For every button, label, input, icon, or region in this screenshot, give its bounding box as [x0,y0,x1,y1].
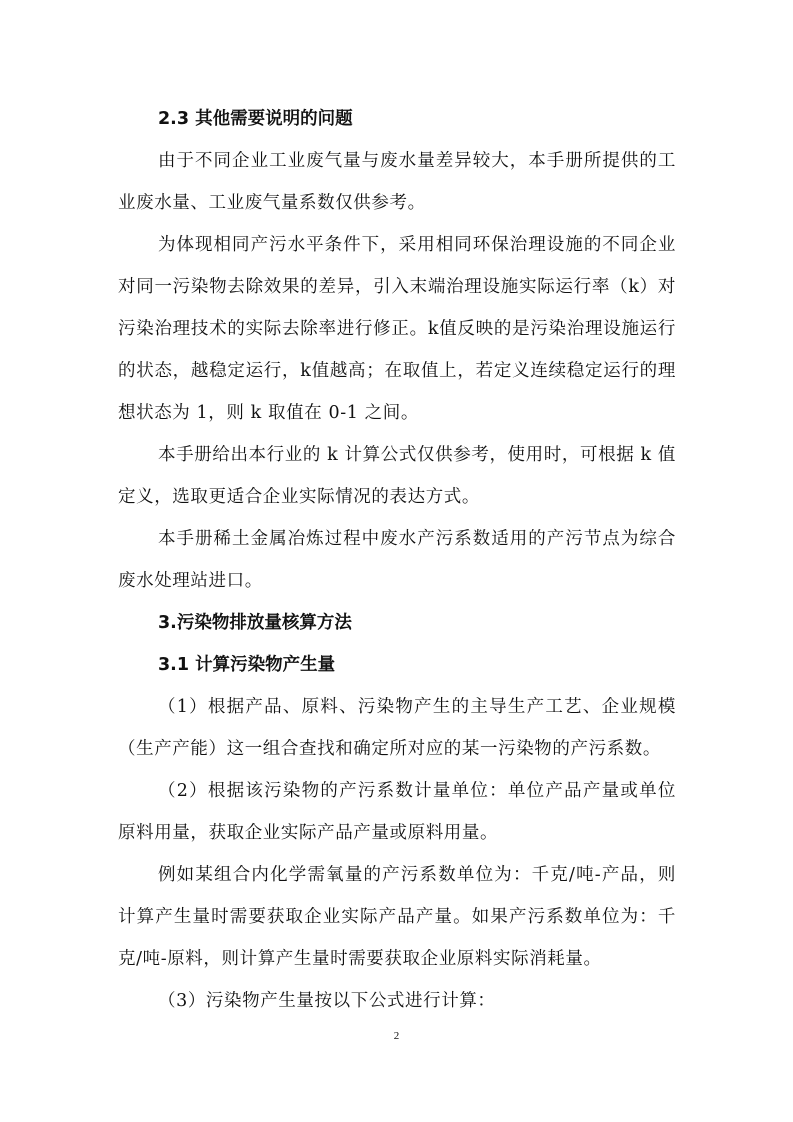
document-body [118,98,676,1022]
paragraph: 本手册给出本行业的 k 计算公式仅供参考，使用时，可根据 k 值定义，选取更适合企业实际情况的表达方式。 [118,445,676,507]
paragraph: 例如某组合内化学需氧量的产污系数单位为：千克/吨-产品，则计算产生量时需要获取企业实际产品产量。如果产污系数单位为：千克/吨-原料，则计算产生量时需要获取企业原料实际消耗量。 [118,865,676,969]
section-heading-2-3: 2.3 其他需要说明的问题 [158,109,353,129]
paragraph: 为体现相同产污水平条件下，采用相同环保治理设施的不同企业对同一污染物去除效果的差异，引入末端治理设施实际运行率（k）对污染治理技术的实际去除率进行修正。k值反映的是污染治理设施运行的状态，越稳定运行，k值越高；在取值上，若定义连续稳定运行的理想状态为 1，则 k 取值在 0-1 之间。 [118,235,676,423]
page-number: 2 [393,1030,400,1042]
paragraph: （1）根据产品、原料、污染物产生的主导生产工艺、企业规模（生产产能）这一组合查找和确定所对应的某一污染物的产污系数。 [118,697,676,759]
paragraph: 由于不同企业工业废气量与废水量差异较大，本手册所提供的工业废水量、工业废气量系数仅供参考。 [118,151,676,213]
paragraph: （3）污染物产生量按以下公式进行计算： [158,991,496,1011]
section-heading-3: 3.污染物排放量核算方法 [158,613,352,633]
paragraph: 本手册稀土金属冶炼过程中废水产污系数适用的产污节点为综合废水处理站进口。 [118,529,676,591]
paragraph: （2）根据该污染物的产污系数计量单位：单位产品产量或单位原料用量，获取企业实际产品产量或原料用量。 [118,781,676,843]
section-heading-3-1: 3.1 计算污染物产生量 [158,655,336,675]
